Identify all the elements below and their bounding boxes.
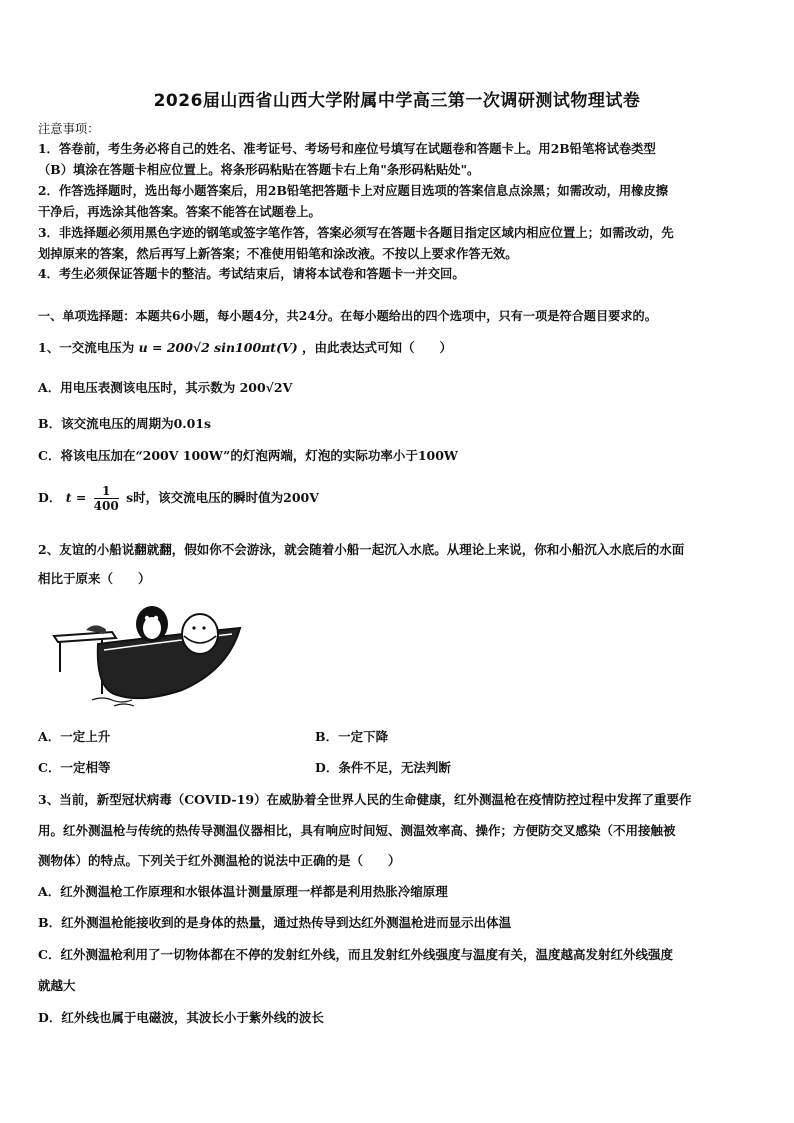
option-d-variable: t =	[65, 490, 87, 505]
option-d-label: D．	[38, 490, 62, 505]
option-d-text: s时，该交流电压的瞬时值为200V	[126, 490, 319, 505]
question-3-option-c-line: C．红外测温枪利用了一切物体都在不停的发射红外线，而且发射红外线强度与温度有关，温度越高发射红外线强度	[38, 947, 673, 962]
notice-line: 1．答卷前，考生务必将自己的姓名、准考证号、考场号和座位号填写在试题卷和答题卡上。用2B铅笔将试卷类型	[38, 141, 656, 156]
question-2-option-d: D．条件不足，无法判断	[315, 760, 451, 775]
question-2-stem-line: 相比于原来（ ）	[38, 571, 151, 586]
question-1-stem	[38, 340, 452, 356]
fraction-numerator: 1	[94, 484, 119, 499]
notice-line: 4．考生必须保证答题卡的整洁。考试结束后，请将本试卷和答题卡一并交回。	[38, 266, 465, 281]
question-3-stem-line: 3、当前，新型冠状病毒（COVID-19）在威胁着全世界人民的生命健康，红外测温枪在疫情防控过程中发挥了重要作	[38, 792, 692, 807]
question-3-option-a: A．红外测温枪工作原理和水银体温计测量原理一样都是利用热胀冷缩原理	[38, 884, 448, 899]
question-1-option-d	[38, 484, 319, 513]
option-a-value: 200√2V	[239, 380, 293, 395]
question-2-option-b: B．一定下降	[315, 729, 389, 744]
fraction-denominator: 400	[93, 499, 119, 513]
question-1-stem-suffix: ，由此表达式可知（ ）	[301, 340, 452, 355]
question-2-option-a: A．一定上升	[38, 729, 111, 744]
question-3-option-c-line: 就越大	[38, 978, 76, 993]
question-3-option-d: D．红外线也属于电磁波，其波长小于紫外线的波长	[38, 1010, 324, 1025]
notice-line: 2．作答选择题时，选出每小题答案后，用2B铅笔把答题卡上对应题目选项的答案信息点涂黑；如需改动，用橡皮擦	[38, 183, 669, 198]
option-d-fraction	[94, 484, 119, 513]
notice-line: 划掉原来的答案，然后再写上新答案；不准使用铅笔和涂改液。不按以上要求作答无效。	[38, 246, 518, 261]
question-1-option-a	[38, 380, 292, 396]
question-2-option-c: C．一定相等	[38, 760, 111, 775]
exam-title: 2026届山西省山西大学附属中学高三第一次调研测试物理试卷	[153, 91, 641, 111]
question-1-stem-prefix: 1、一交流电压为	[38, 340, 135, 355]
notice-line: 3．非选择题必须用黑色字迹的钢笔或签字笔作答，答案必须写在答题卡各题目指定区域内相应位置上；如需改动，先	[38, 225, 674, 240]
section-heading: 一、单项选择题：本题共6小题，每小题4分，共24分。在每小题给出的四个选项中，只有一项是符合题目要求的。	[38, 309, 657, 323]
question-3-stem-line: 用。红外测温枪与传统的热传导测温仪器相比，具有响应时间短、测温效率高、操作；方便防交叉感染（不用接触被	[38, 823, 676, 838]
boat-illustration	[52, 600, 244, 710]
question-1-option-c: C．将该电压加在“200V 100W”的灯泡两端，灯泡的实际功率小于100W	[38, 448, 458, 463]
notice-line: （B）填涂在答题卡相应位置上。将条形码粘贴在答题卡右上角"条形码粘贴处"。	[38, 162, 480, 177]
notice-line: 干净后，再选涂其他答案。答案不能答在试题卷上。	[38, 204, 321, 219]
question-3-stem-line: 测物体）的特点。下列关于红外测温枪的说法中正确的是（ ）	[38, 853, 401, 868]
question-3-option-b: B．红外测温枪能接收到的是身体的热量，通过热传导到达红外测温枪进而显示出体温	[38, 915, 512, 930]
question-2-stem-line: 2、友谊的小船说翻就翻，假如你不会游泳，就会随着小船一起沉入水底。从理论上来说，你和小船沉入水底后的水面	[38, 542, 685, 557]
option-a-text: A．用电压表测该电压时，其示数为	[38, 380, 236, 395]
question-1-formula: u = 200√2 sin100πt(V)	[138, 340, 298, 355]
question-1-option-b: B．该交流电压的周期为0.01s	[38, 416, 212, 431]
notice-heading: 注意事项：	[38, 122, 100, 136]
